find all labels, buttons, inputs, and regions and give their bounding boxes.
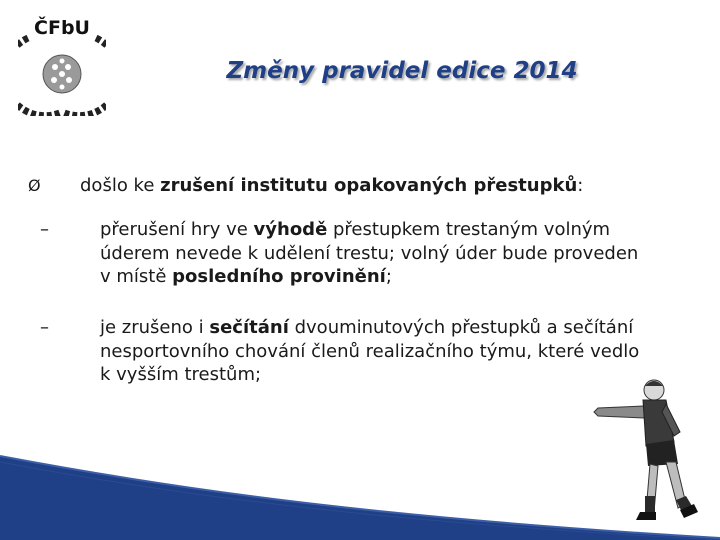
text-part: přerušení hry ve bbox=[100, 219, 254, 240]
dash-bullet-icon: – bbox=[40, 219, 49, 240]
bold-term: výhodě bbox=[253, 219, 328, 240]
text-part: přestupkem trestaným volným úderem nevede k udělení trestu; volný úder bude proveden v místě bbox=[100, 219, 639, 287]
main-bullet bbox=[28, 174, 698, 198]
slide-title: Změny pravidel edice 2014 bbox=[226, 58, 578, 84]
dash-bullet-icon: – bbox=[40, 317, 49, 338]
text-part: je zrušeno i bbox=[100, 317, 210, 338]
logo-abbr: ČFbU bbox=[34, 17, 90, 39]
main-bullet-text bbox=[80, 175, 583, 196]
sub-bullet-text bbox=[100, 316, 640, 387]
arrow-bullet-icon: Ø bbox=[28, 176, 41, 195]
bold-term: posledního provinění bbox=[172, 266, 386, 287]
main-bullet-text-after: : bbox=[577, 175, 584, 196]
bold-term: sečítání bbox=[209, 317, 289, 338]
text-part: ; bbox=[385, 266, 392, 287]
main-bullet-text-before: došlo ke bbox=[80, 175, 161, 196]
sub-bullet-advantage bbox=[40, 218, 640, 289]
sub-bullet-text bbox=[100, 218, 640, 289]
referee-signal-icon bbox=[588, 372, 700, 532]
sub-bullet-summing bbox=[40, 316, 640, 387]
text-part: dvouminutových přestupků a sečítání nesportovního chování členů realizačního týmu, které vedlo k vyšším trestům; bbox=[100, 317, 640, 385]
main-bullet-text-bold: zrušení institutu opakovaných přestupků bbox=[160, 175, 578, 196]
